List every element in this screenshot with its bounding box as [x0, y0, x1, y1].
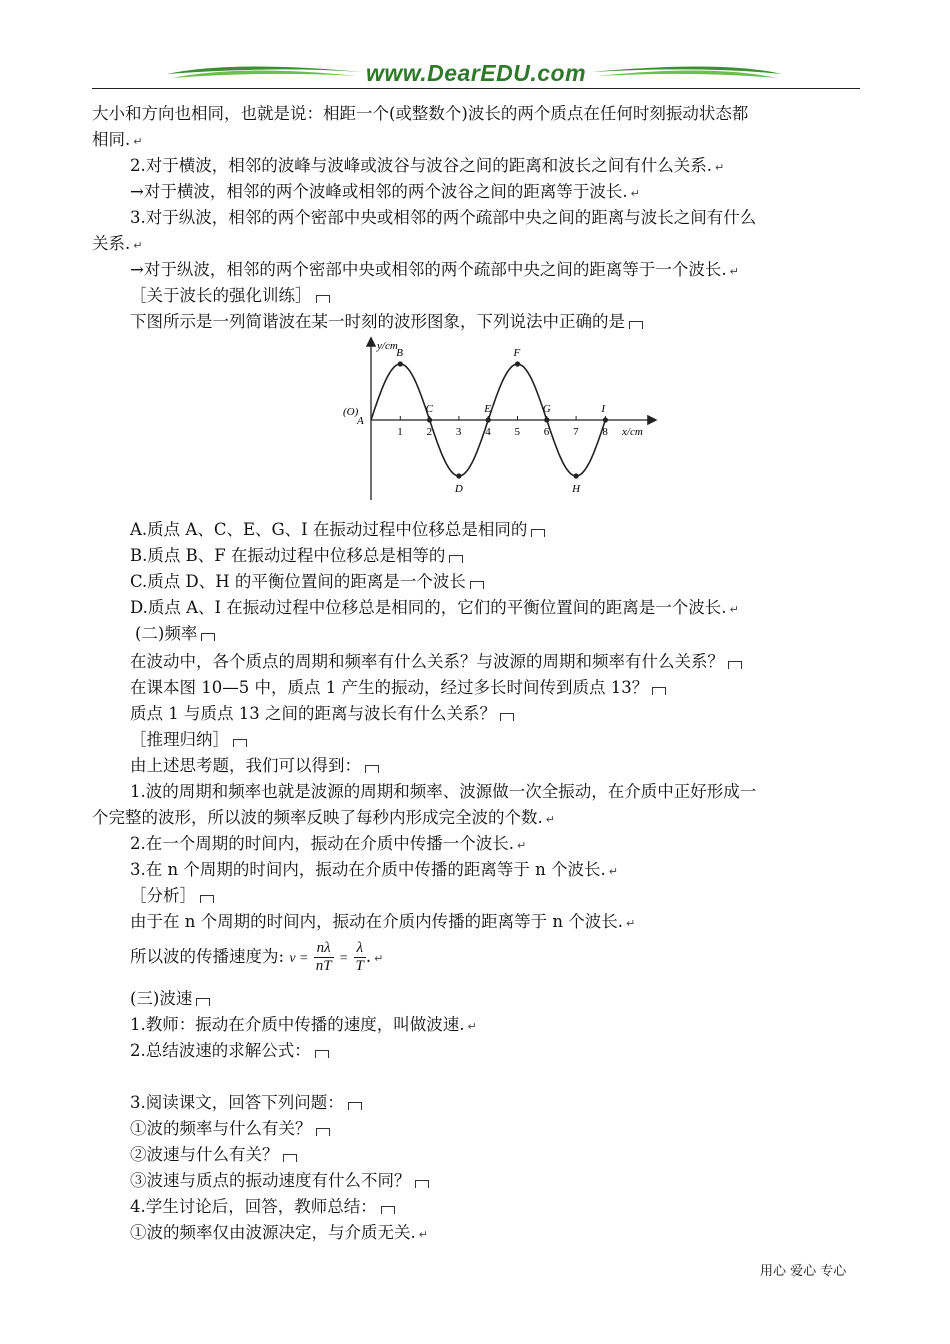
x-tick-label: 8 — [602, 426, 608, 438]
wave-point — [486, 417, 491, 422]
fraction-lambda-over-T: $\frac{\lambda}{T}$ — [355, 940, 364, 974]
x-tick-label: 5 — [514, 426, 520, 438]
wave-point — [603, 417, 608, 422]
x-tick-label: 7 — [573, 426, 579, 438]
text-line: 4.学生讨论后，回答，教师总结： — [130, 1196, 395, 1218]
option-a: A.质点 A、C、E、G、I 在振动过程中位移总是相同的 — [130, 519, 545, 541]
page-footer: 用心 爱心 专心 — [760, 1264, 847, 1279]
option-d: D.质点 A、I 在振动过程中位移总是相同的，它们的平衡位置间的距离是一个波长. ↵ — [130, 598, 739, 617]
text-line: ②波速与什么有关？ — [130, 1144, 297, 1166]
section-heading: (三)波速 — [130, 988, 210, 1010]
point-label: D — [454, 483, 463, 495]
text-line: 在课本图 10—5 中，质点 1 产生的振动，经过多长时间传到质点 13？ — [130, 677, 666, 699]
text-line: 在波动中，各个质点的周期和频率有什么关系？与波源的周期和频率有什么关系？ — [130, 651, 742, 673]
x-tick-label: 2 — [426, 426, 433, 438]
section-label: ［分析］ — [130, 885, 214, 907]
point-label: C — [425, 403, 433, 415]
point-label: F — [513, 347, 521, 359]
x-tick-label: 4 — [485, 426, 491, 438]
point-label: H — [572, 483, 581, 495]
wave-figure — [335, 335, 665, 505]
fraction-n-lambda-over-nT: $\frac{n\lambda}{nT}$ — [315, 940, 332, 974]
text-line: 3.对于纵波，相邻的两个密部中央或相邻的两个疏部中央之间的距离与波长之间有什么 — [130, 208, 757, 227]
text-line: 2.在一个周期的时间内，振动在介质中传播一个波长. ↵ — [130, 834, 527, 853]
site-title: www.DearEDU.com — [365, 60, 587, 86]
x-axis-label: x/cm — [622, 426, 643, 438]
point-label: B — [396, 347, 404, 359]
text-line: ①波的频率与什么有关？ — [130, 1118, 330, 1140]
section-heading: (二)频率 — [135, 623, 215, 645]
question-text: 下图所示是一列简谐波在某一时刻的波形图象，下列说法中正确的是 — [130, 311, 643, 333]
text-line: →对于纵波，相邻的两个密部中央或相邻的两个疏部中央之间的距离等于一个波长. ↵ — [130, 260, 739, 279]
header-banner — [92, 58, 860, 92]
wave-point — [456, 473, 461, 478]
formula-line: 所以波的传播速度为: v = $\frac{n\lambda}{nT}$ = $\frac{\lambda}{T}$ . ↵ — [130, 940, 384, 974]
text-line: 2.对于横波，相邻的波峰与波峰或波谷与波谷之间的距离和波长之间有什么关系. ↵ — [130, 156, 725, 175]
wave-point — [398, 361, 403, 366]
text-line: 由于在 n 个周期的时间内，振动在介质内传播的距离等于 n 个波长. ↵ — [130, 912, 636, 931]
text-line: 3.在 n 个周期的时间内，振动在介质中传播的距离等于 n 个波长. ↵ — [130, 860, 618, 879]
point-label: A — [357, 415, 364, 427]
x-tick-label: 6 — [543, 426, 550, 438]
y-axis-label: y/cm — [377, 340, 398, 352]
text-line: 关系. ↵ — [92, 234, 143, 253]
point-label: E — [484, 403, 491, 415]
option-b: B.质点 B、F 在振动过程中位移总是相等的 — [130, 545, 463, 567]
option-c: C.质点 D、H 的平衡位置间的距离是一个波长 — [130, 571, 484, 593]
wave-point — [515, 361, 520, 366]
text-line: 质点 1 与质点 13 之间的距离与波长有什么关系？ — [130, 703, 514, 725]
text-line: 由上述思考题，我们可以得到： — [130, 755, 379, 777]
origin-label: (O) — [343, 406, 359, 418]
header-rule — [92, 88, 860, 89]
text-line: →对于横波，相邻的两个波峰或相邻的两个波谷之间的距离等于波长. ↵ — [130, 182, 640, 201]
text-line: 相同. ↵ — [92, 130, 143, 149]
section-label: ［推理归纳］ — [130, 729, 247, 751]
text-line: 个完整的波形，所以波的频率反映了每秒内形成完全波的个数. ↵ — [92, 808, 555, 827]
text-line: 1.波的周期和频率也就是波源的周期和频率、波源做一次全振动，在介质中正好形成一 — [130, 782, 757, 801]
x-tick-label: 3 — [455, 426, 462, 438]
text-line: 3.阅读课文，回答下列问题： — [130, 1092, 362, 1114]
x-tick-label: 1 — [397, 426, 403, 438]
wave-point — [427, 417, 432, 422]
wave-point — [574, 473, 579, 478]
text-line: 1.教师：振动在介质中传播的速度，叫做波速. ↵ — [130, 1015, 477, 1034]
point-label: G — [542, 403, 551, 415]
text-line: ③波速与质点的振动速度有什么不同？ — [130, 1170, 429, 1192]
text-line: ①波的频率仅由波源决定，与介质无关. ↵ — [130, 1223, 428, 1242]
section-label: ［关于波长的强化训练］ — [130, 285, 330, 307]
point-label: I — [601, 403, 606, 415]
text-line: 2.总结波速的求解公式： — [130, 1040, 329, 1062]
wave-point — [544, 417, 549, 422]
text-line: 大小和方向也相同，也就是说：相距一个(或整数个)波长的两个质点在任何时刻振动状态都 — [92, 104, 749, 123]
